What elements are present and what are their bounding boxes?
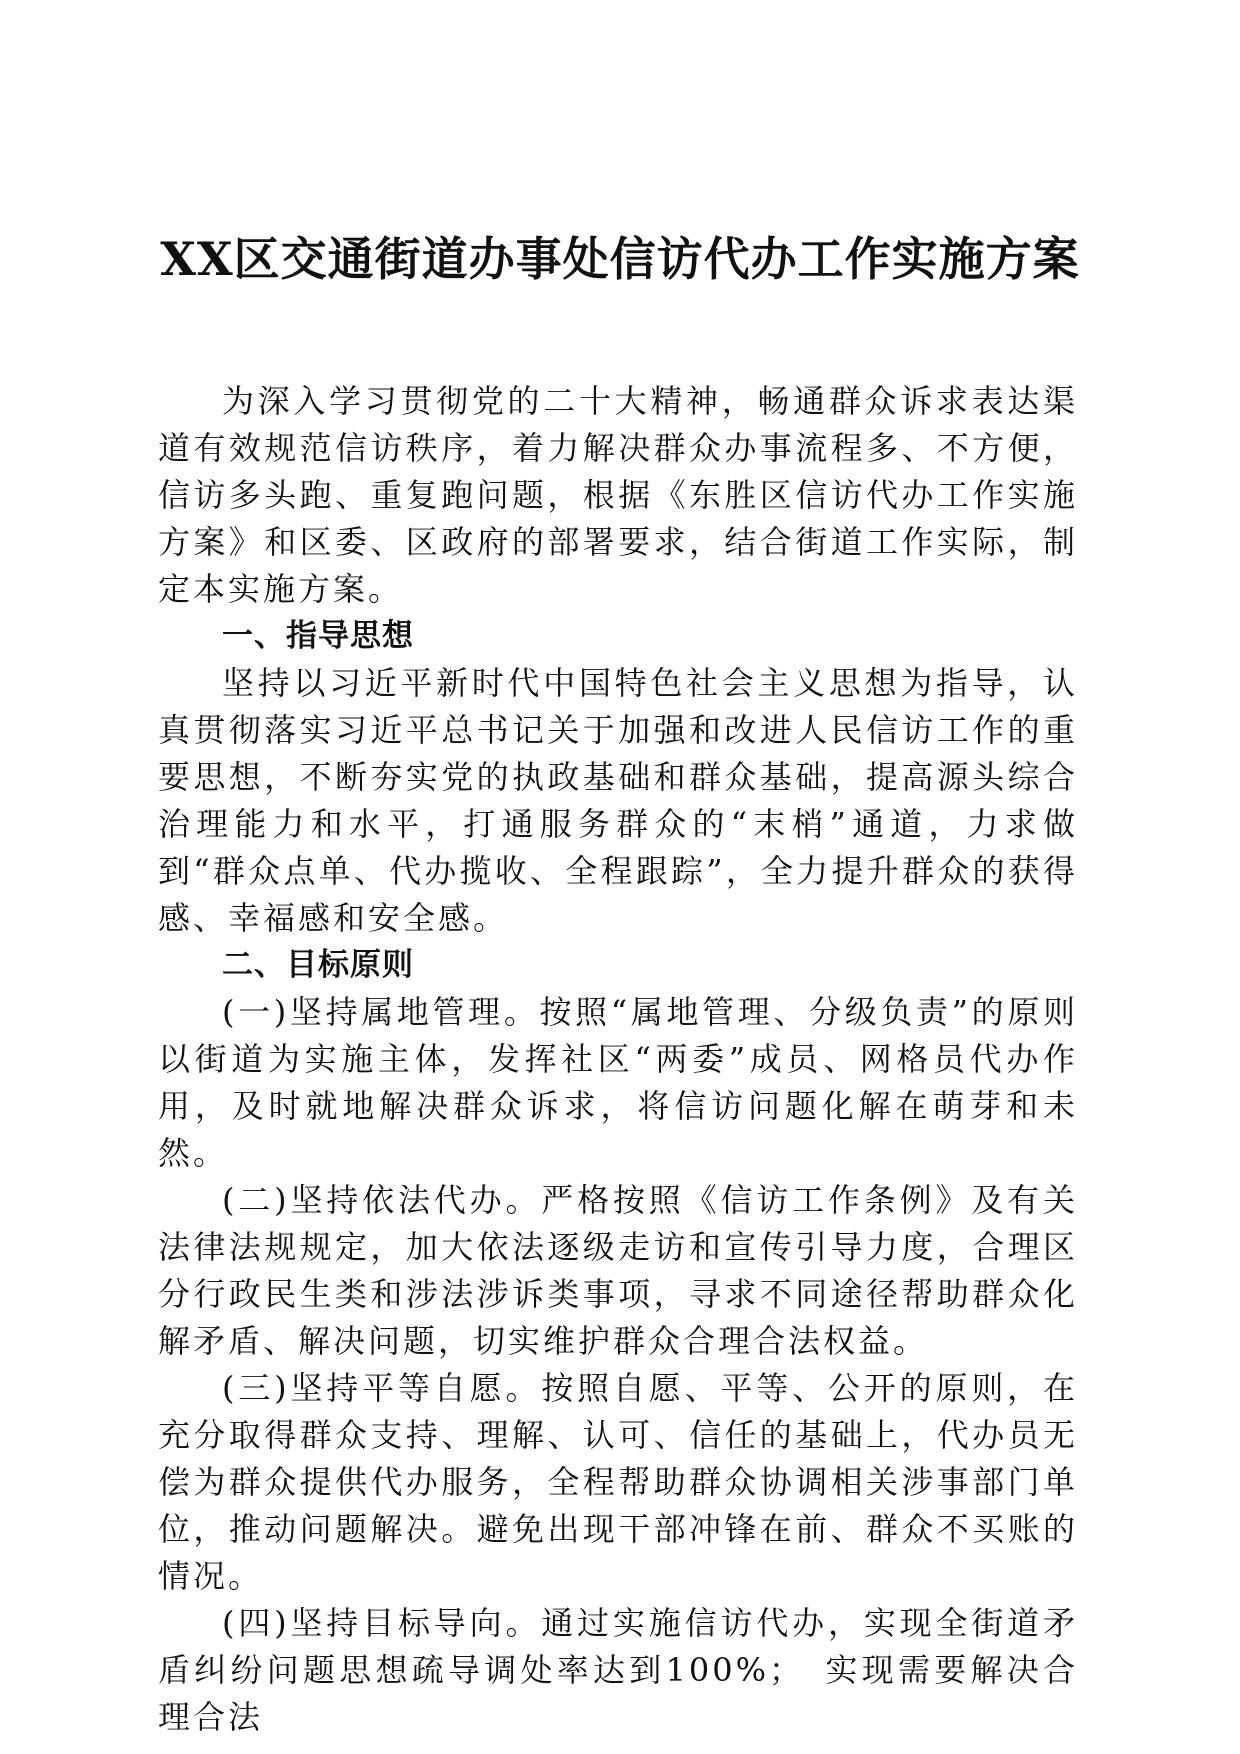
- principle-item-territorial: (一)坚持属地管理。按照“属地管理、分级负责”的原则以街道为实施主体，发挥社区“两委”成员、网格员代办作用，及时就地解决群众诉求，将信访问题化解在萌芽和未然。: [158, 993, 1078, 1172]
- section-heading-goals-principles: 二、目标原则: [222, 947, 414, 983]
- guiding-ideology-paragraph: 坚持以习近平新时代中国特色社会主义思想为指导，认真贯彻落实习近平总书记关于加强和改进人民信访工作的重要思想，不断夯实党的执政基础和群众基础，提高源头综合治理能力和水平，打通服务群众的“末梢”通道，力求做到“群众点单、代办揽收、全程跟踪”，全力提升群众的获得感、幸福感和安全感。: [158, 664, 1078, 937]
- intro-paragraph: 为深入学习贯彻党的二十大精神，畅通群众诉求表达渠道有效规范信访秩序，着力解决群众办事流程多、不方便，信访多头跑、重复跑问题，根据《东胜区信访代办工作实施方案》和区委、区政府的部署要求，结合街道工作实际，制定本实施方案。: [158, 382, 1078, 608]
- principle-item-voluntary: (三)坚持平等自愿。按照自愿、平等、公开的原则，在充分取得群众支持、理解、认可、信任的基础上，代办员无偿为群众提供代办服务，全程帮助群众协调相关涉事部门单位，推动问题解决。避免出现干部冲锋在前、群众不买账的情况。: [158, 1369, 1078, 1595]
- principle-item-lawful: (二)坚持依法代办。严格按照《信访工作条例》及有关法律法规规定，加大依法逐级走访和宣传引导力度，合理区分行政民生类和涉法涉诉类事项，寻求不同途径帮助群众化解矛盾、解决问题，切实维护群众合理合法权益。: [158, 1181, 1078, 1360]
- document-body: [158, 378, 1078, 1741]
- document-title: XX区交通街道办事处信访代办工作实施方案: [160, 232, 1080, 286]
- section-heading-guiding-ideology: 一、指导思想: [222, 618, 414, 654]
- principle-item-goal-oriented: (四)坚持目标导向。通过实施信访代办，实现全街道矛盾纠纷问题思想疏导调处率达到100%； 实现需要解决合理合法: [158, 1604, 1078, 1736]
